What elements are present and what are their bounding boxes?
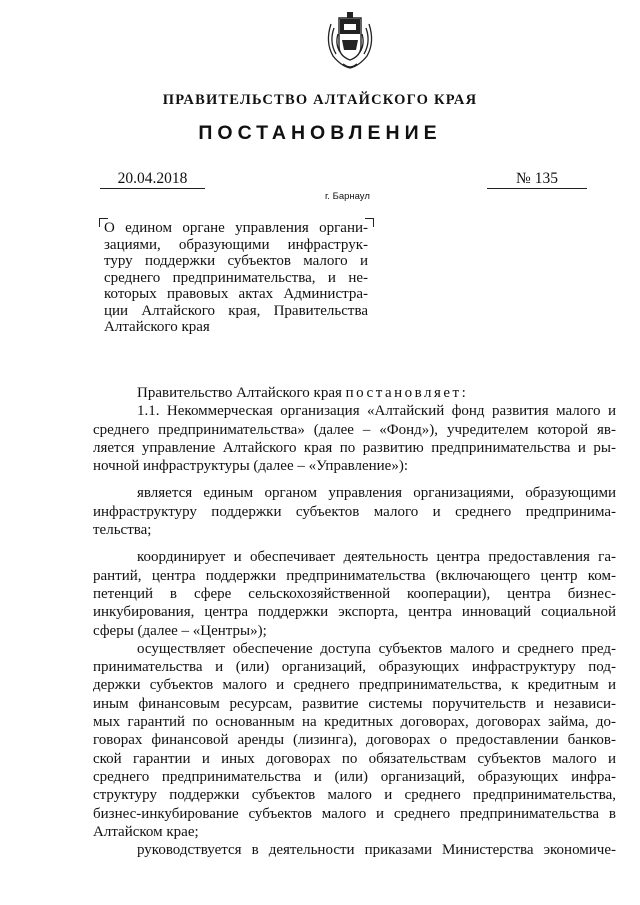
paragraph-line: является единым органом управления организациями, образующими <box>137 485 616 502</box>
paragraph-gap <box>93 539 616 548</box>
paragraph-line: держки субъектов малого и среднего предпринимательства, к кредитным и <box>93 677 616 694</box>
paragraph-line: говорах финансовой аренды (лизинга), договорах о предоставлении банков- <box>93 732 616 749</box>
paragraph-line: инкубирования, центра поддержки экспорта, центра инноваций социальной <box>93 604 616 621</box>
paragraph-line: руководствуется в деятельности приказами Министерства экономиче- <box>137 842 616 859</box>
subject-line: среднего предпринимательства, и не- <box>104 269 368 286</box>
paragraph-line: структуру поддержки субъектов малого и среднего предпринимательства, <box>93 787 616 804</box>
document-city: г. Барнаул <box>325 191 370 202</box>
paragraph-line: принимательства и (или) организаций, образующих инфраструктуру под- <box>93 659 616 676</box>
intro-suffix: : <box>461 385 466 401</box>
government-title: ПРАВИТЕЛЬСТВО АЛТАЙСКОГО КРАЯ <box>162 92 478 108</box>
paragraph-line: бизнес-инкубирование субъектов малого и среднего предпринимательства в <box>93 805 616 822</box>
paragraph-line: сферы (далее – «Центры»); <box>93 622 267 639</box>
subject-line: ции Алтайского края, Правительства <box>104 302 368 319</box>
subject-line: Алтайского края <box>104 319 210 335</box>
paragraph-line: тельства; <box>93 522 152 539</box>
subject-line: которых правовых актах Администра- <box>104 286 368 302</box>
document-subject <box>104 220 368 336</box>
paragraph-line: инфраструктуру поддержки субъектов малого и среднего предпринима- <box>93 503 616 520</box>
intro-decree-word: постановляет <box>345 385 462 401</box>
subject-line: О едином органе управления органи- <box>104 220 368 236</box>
paragraph-line: петенций в сфере сельскохозяйственной кооперации), центра бизнес- <box>93 585 616 602</box>
document-type: ПОСТАНОВЛЕНИЕ <box>198 122 442 144</box>
paragraph-line: среднего предпринимательства» (далее – «Фонд»), учредителем которой яв- <box>93 421 616 438</box>
paragraph-line: ляется управление Алтайского края по развитию предпринимательства и ры- <box>93 439 616 456</box>
intro-prefix: Правительство Алтайского края <box>137 385 342 401</box>
paragraph-line: 1.1. Некоммерческая организация «Алтайский фонд развития малого и <box>137 403 616 420</box>
subject-line: зациями, образующими инфраструк- <box>104 236 368 253</box>
intro-line <box>93 384 616 402</box>
paragraph-line: мых гарантий по основанным на кредитных договорах, договорах займа, до- <box>93 714 616 731</box>
document-date: 20.04.2018 <box>100 170 205 189</box>
paragraph-line: ской гарантии и иных договорах по обязательствам субъектов малого и <box>93 750 616 767</box>
document-body <box>93 384 616 859</box>
document-number: № 135 <box>487 170 587 189</box>
paragraph-gap <box>93 475 616 484</box>
paragraph-line: среднего предпринимательства и (или) организаций, образующих инфра- <box>93 768 616 785</box>
subject-line: туру поддержки субъектов малого и <box>104 253 368 269</box>
coat-of-arms-emblem <box>319 10 381 72</box>
paragraph-line: ночной инфраструктуры (далее – «Управление»): <box>93 458 408 475</box>
paragraph-line: осуществляет обеспечение доступа субъектов малого и среднего пред- <box>137 640 616 657</box>
paragraph-line: Алтайском крае; <box>93 823 199 840</box>
paragraph-line: координирует и обеспечивает деятельность центра предоставления га- <box>137 549 616 566</box>
paragraph-line: рантий, центра поддержки предпринимательства (включающего центр ком- <box>93 567 616 584</box>
paragraph-line: иным финансовым ресурсам, развитие системы поручительств и независи- <box>93 695 616 712</box>
